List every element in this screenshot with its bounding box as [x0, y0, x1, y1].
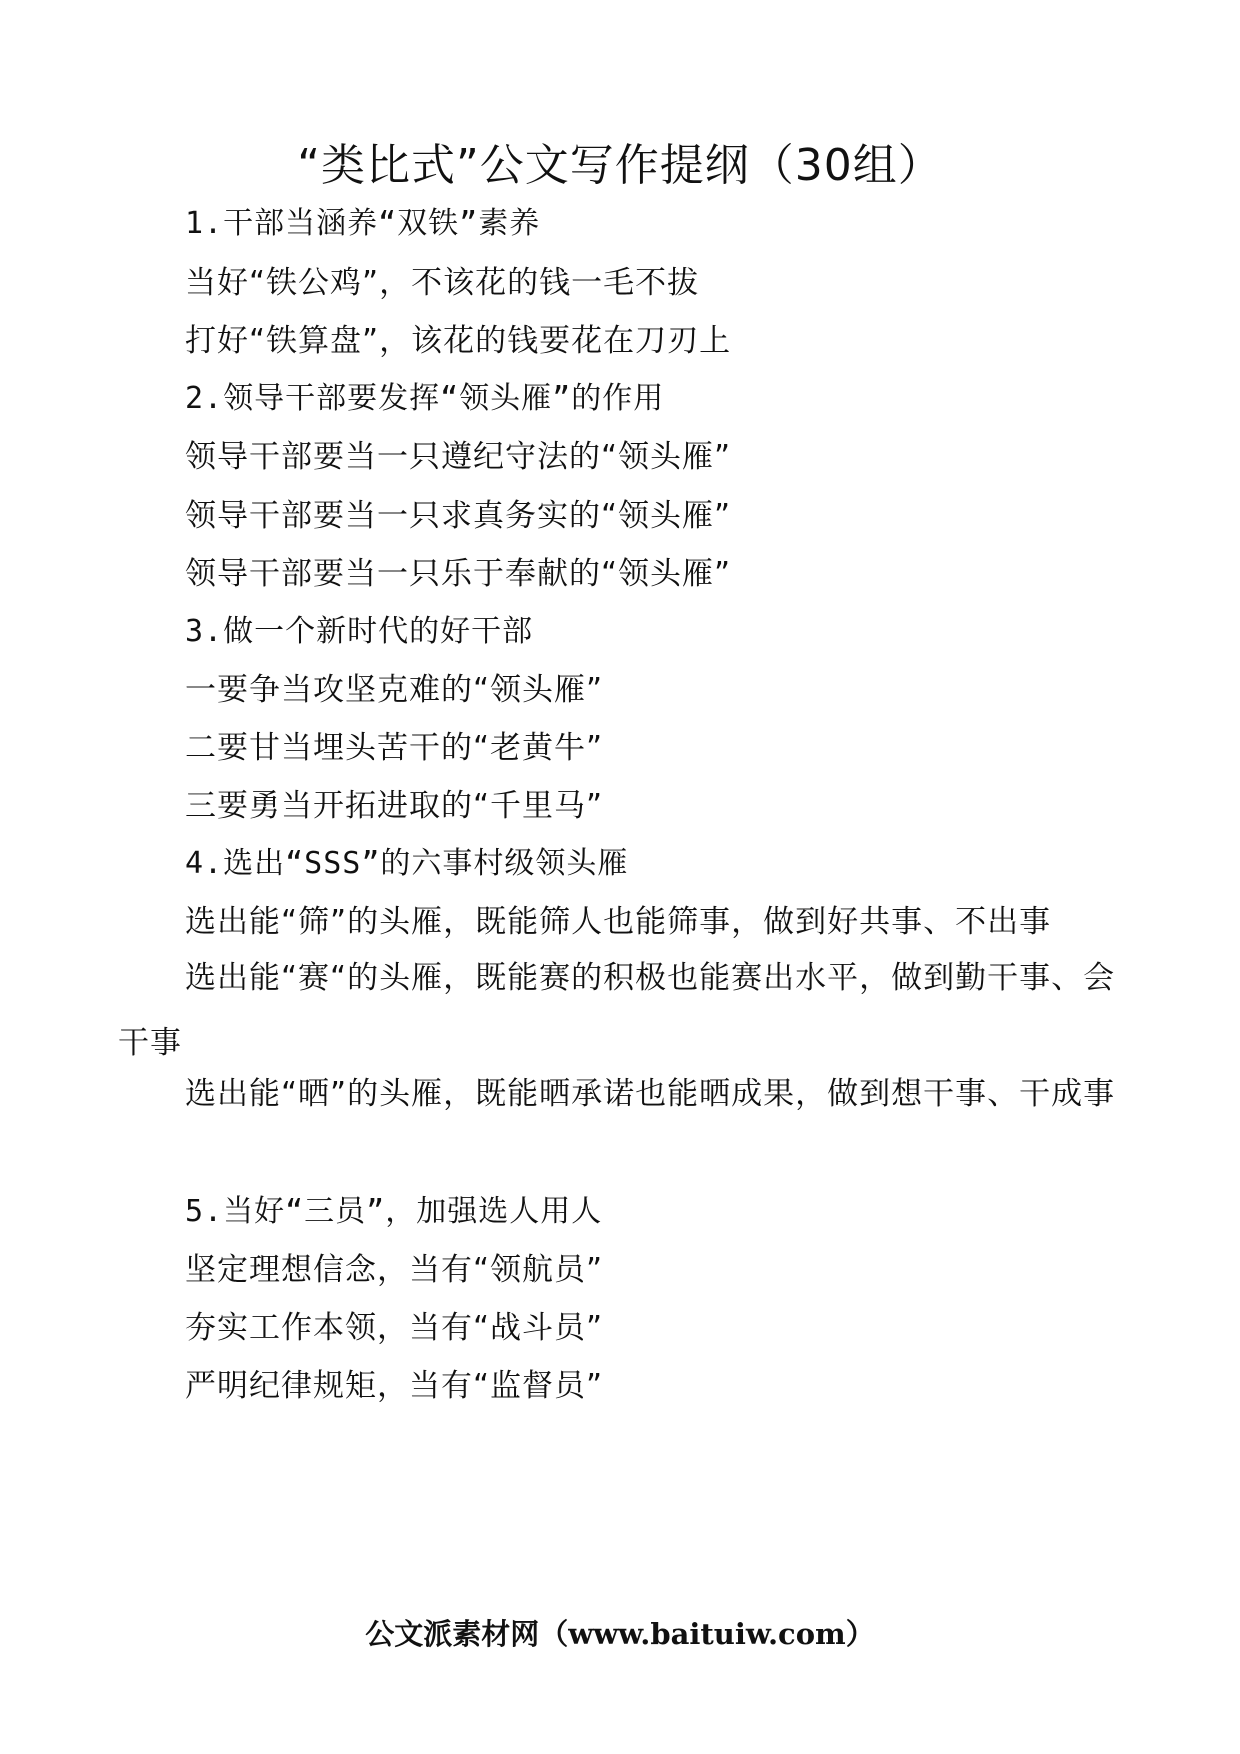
section-5-item-1: 坚定理想信念，当有“领航员” [185, 1252, 604, 1288]
section-2-heading: 2.领导干部要发挥“领头雁”的作用 [185, 381, 665, 416]
section-4-heading: 4.选出“SSS”的六事村级领头雁 [185, 846, 629, 881]
document-title: “类比式”公文写作提纲（30组） [297, 140, 943, 191]
section-5-item-2: 夯实工作本领，当有“战斗员” [185, 1310, 604, 1346]
section-1-item-2: 打好“铁算盘”，该花的钱要花在刀刃上 [185, 323, 732, 359]
section-1-heading: 1.干部当涵养“双铁”素养 [185, 206, 541, 241]
section-5-heading: 5.当好“三员”，加强选人用人 [185, 1194, 603, 1229]
section-4-item-3: 选出能“晒”的头雁，既能晒承诺也能晒成果，做到想干事、干成事 [185, 1076, 1116, 1112]
section-3-item-1: 一要争当攻坚克难的“领头雁” [185, 672, 604, 708]
section-2-item-2: 领导干部要当一只求真务实的“领头雁” [185, 498, 732, 534]
section-2-item-1: 领导干部要当一只遵纪守法的“领头雁” [185, 439, 732, 475]
section-4-item-1: 选出能“筛”的头雁，既能筛人也能筛事，做到好共事、不出事 [185, 904, 1052, 940]
section-4-item-2: 选出能“赛“的头雁，既能赛的积极也能赛出水平，做到勤干事、会干事 [118, 960, 1116, 1061]
section-3-item-2: 二要甘当埋头苦干的“老黄牛” [185, 730, 604, 766]
footer-watermark: 公文派素材网（www.baituiw.com） [365, 1617, 875, 1651]
section-2-item-3: 领导干部要当一只乐于奉献的“领头雁” [185, 556, 732, 592]
section-1-item-1: 当好“铁公鸡”，不该花的钱一毛不拔 [185, 265, 700, 301]
section-3-item-3: 三要勇当开拓进取的“千里马” [185, 788, 604, 824]
section-3-heading: 3.做一个新时代的好干部 [185, 614, 534, 649]
section-5-item-3: 严明纪律规矩，当有“监督员” [185, 1368, 604, 1404]
